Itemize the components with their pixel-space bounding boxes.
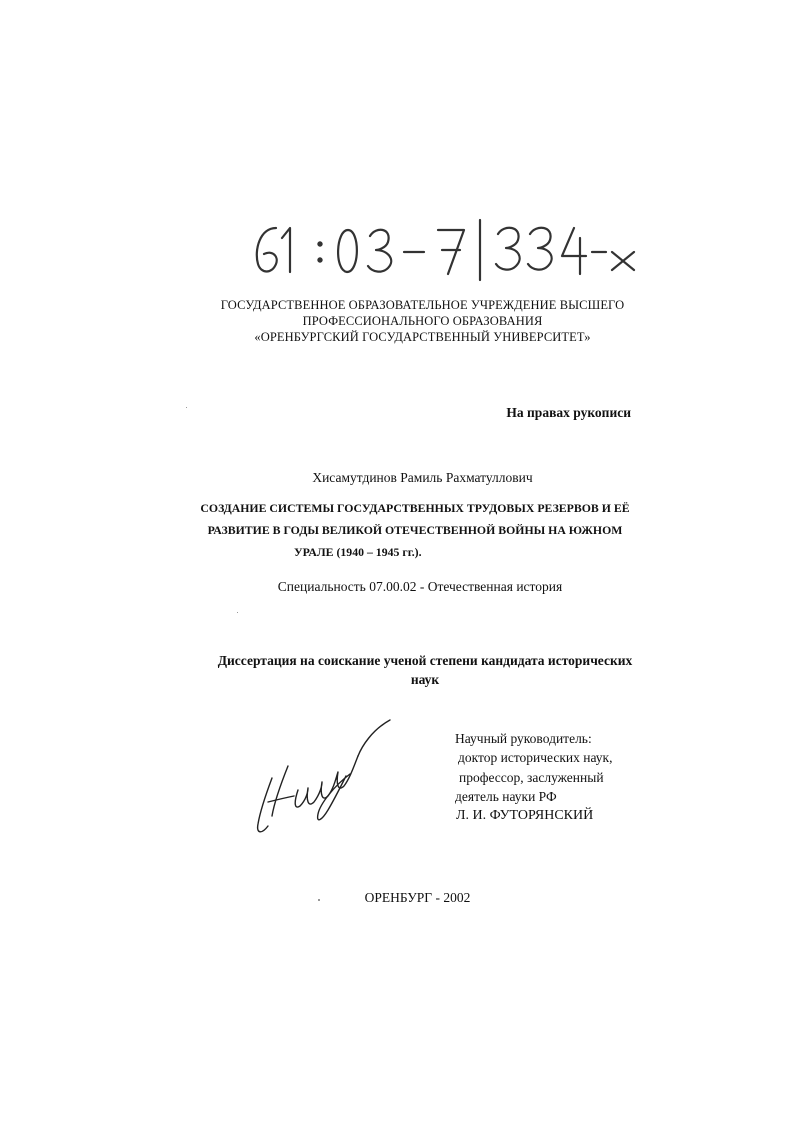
scan-speck: [237, 612, 238, 613]
institution-line-3: «ОРЕНБУРГСКИЙ ГОСУДАРСТВЕННЫЙ УНИВЕРСИТЕТ»: [254, 330, 591, 344]
supervisor-degree: доктор исторических наук,: [458, 750, 613, 766]
supervisor-label: Научный руководитель:: [455, 731, 592, 746]
institution-header: [200, 297, 645, 345]
dissertation-line-1: Диссертация на соискание ученой степени кандидата исторических: [217, 653, 633, 668]
dissertation-statement: [195, 651, 655, 689]
scan-speck: [186, 407, 187, 408]
scan-speck: [318, 899, 320, 901]
author-signature: [250, 716, 400, 838]
rights-note: На правах рукописи: [506, 405, 631, 420]
supervisor-name: Л. И. ФУТОРЯНСКИЙ: [456, 808, 594, 824]
thesis-title-line-2: РАЗВИТИЕ В ГОДЫ ВЕЛИКОЙ ОТЕЧЕСТВЕННОЙ ВОЙНЫ НА ЮЖНОМ: [207, 523, 623, 537]
handwritten-call-number: [248, 214, 638, 284]
supervisor-block: [455, 729, 655, 825]
thesis-title-line-1: СОЗДАНИЕ СИСТЕМЫ ГОСУДАРСТВЕННЫХ ТРУДОВЫХ РЕЗЕРВОВ И ЕЁ: [200, 501, 630, 515]
thesis-title: [200, 497, 630, 563]
supervisor-rank: профессор, заслуженный: [459, 769, 604, 785]
supervisor-honor: деятель науки РФ: [455, 788, 557, 804]
author-name: Хисамутдинов Рамиль Рахматуллович: [312, 470, 533, 485]
thesis-title-line-3: УРАЛЕ (1940 – 1945 гг.).: [294, 545, 422, 559]
specialty: Специальность 07.00.02 - Отечественная история: [277, 579, 563, 594]
institution-line-2: ПРОФЕССИОНАЛЬНОГО ОБРАЗОВАНИЯ: [302, 314, 543, 328]
dissertation-line-2: наук: [410, 672, 440, 687]
city-year: ОРЕНБУРГ - 2002: [364, 890, 471, 905]
institution-line-1: ГОСУДАРСТВЕННОЕ ОБРАЗОВАТЕЛЬНОЕ УЧРЕЖДЕНИЕ ВЫСШЕГО: [220, 298, 625, 312]
